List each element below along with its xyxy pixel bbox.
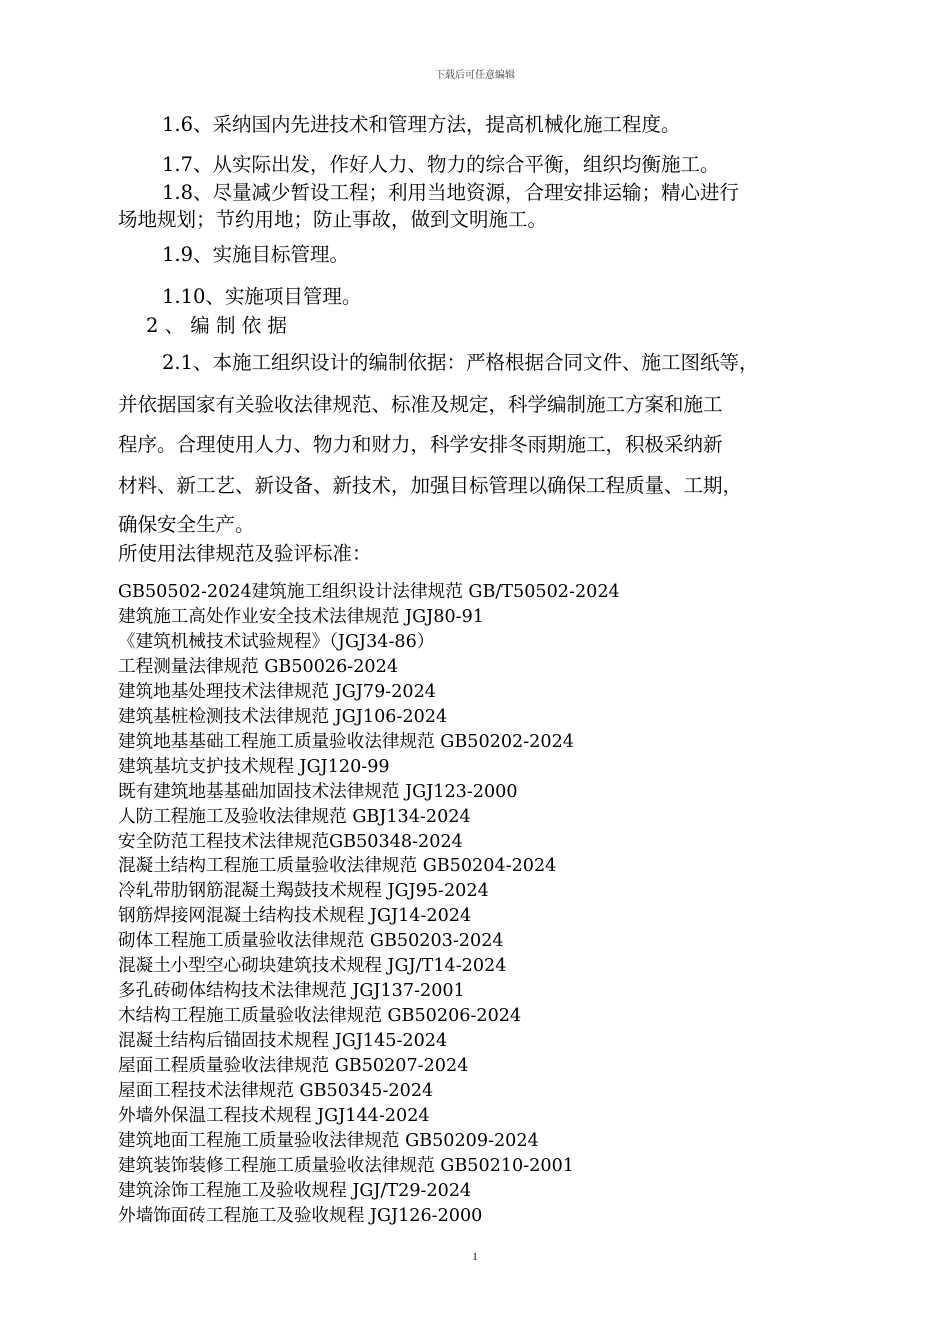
page-number: 1 xyxy=(472,1251,478,1263)
paragraph-1-10: 1.10、实施项目管理。 xyxy=(162,285,362,308)
standard-item: 屋面工程技术法律规范 GB50345-2024 xyxy=(118,1081,434,1101)
paragraph-1-6: 1.6、采纳国内先进技术和管理方法，提高机械化施工程度。 xyxy=(162,113,681,136)
paragraph-1-9: 1.9、实施目标管理。 xyxy=(162,243,350,266)
standard-item: 建筑基坑支护技术规程 JGJ120-99 xyxy=(118,756,390,777)
standard-item: 混凝土结构工程施工质量验收法律规范 GB50204-2024 xyxy=(118,856,557,877)
paragraph-2-1-cont-4: 确保安全生产。 xyxy=(118,513,255,536)
standard-item: 砌体工程施工质量验收法律规范 GB50203-2024 xyxy=(118,931,504,952)
paragraph-2-1-cont-1: 并依据国家有关验收法律规范、标准及规定，科学编制施工方案和施工 xyxy=(118,393,723,416)
page-header: 下载后可任意编辑 xyxy=(435,70,515,81)
standard-item: 混凝土结构后锚固技术规程 JGJ145-2024 xyxy=(118,1031,448,1052)
standard-item: GB50502-2024建筑施工组织设计法律规范 GB/T50502-2024 xyxy=(118,582,620,602)
paragraph-1-7: 1.7、从实际出发，作好人力、物力的综合平衡，组织均衡施工。 xyxy=(162,153,720,176)
paragraph-1-8-cont: 场地规划；节约用地；防止事故，做到文明施工。 xyxy=(118,208,548,231)
standard-item: 《建筑机械技术试验规程》（JGJ34-86） xyxy=(118,631,435,652)
paragraph-2-1-cont-2: 程序。合理使用人力、物力和财力，科学安排冬雨期施工，积极采纳新 xyxy=(118,433,723,456)
standards-intro: 所使用法律规范及验评标准： xyxy=(118,542,372,565)
standard-item: 建筑施工高处作业安全技术法律规范 JGJ80-91 xyxy=(118,606,484,627)
standard-item: 建筑地基基础工程施工质量验收法律规范 GB50202-2024 xyxy=(118,731,574,752)
standard-item: 安全防范工程技术法律规范GB50348-2024 xyxy=(118,831,463,852)
standard-item: 混凝土小型空心砌块建筑技术规程 JGJ/T14-2024 xyxy=(118,956,507,977)
standard-item: 建筑涂饰工程施工及验收规程 JGJ/T29-2024 xyxy=(118,1180,472,1201)
paragraph-2-1-cont-3: 材料、新工艺、新设备、新技术，加强目标管理以确保工程质量、工期， xyxy=(118,474,743,497)
paragraph-1-8: 1.8、尽量减少暂设工程；利用当地资源，合理安排运输；精心进行 xyxy=(162,181,740,204)
standard-item: 外墙外保温工程技术规程 JGJ144-2024 xyxy=(118,1105,430,1126)
standard-item: 钢筋焊接网混凝土结构技术规程 JGJ14-2024 xyxy=(118,906,472,927)
standard-item: 既有建筑地基基础加固技术法律规范 JGJ123-2000 xyxy=(118,781,518,802)
standard-item: 屋面工程质量验收法律规范 GB50207-2024 xyxy=(118,1056,469,1077)
section-heading: 2 、 编 制 依 据 xyxy=(146,314,287,337)
standard-item: 外墙饰面砖工程施工及验收规程 JGJ126-2000 xyxy=(118,1205,483,1226)
standard-item: 多孔砖砌体结构技术法律规范 JGJ137-2001 xyxy=(118,981,465,1002)
standard-item: 建筑基桩检测技术法律规范 JGJ106-2024 xyxy=(118,706,448,727)
standard-item: 工程测量法律规范 GB50026-2024 xyxy=(118,656,399,677)
standard-item: 冷轧带肋钢筋混凝土羯鼓技术规程 JGJ95-2024 xyxy=(118,881,489,902)
paragraph-2-1: 2.1、本施工组织设计的编制依据：严格根据合同文件、施工图纸等， xyxy=(162,351,759,374)
standard-item: 木结构工程施工质量验收法律规范 GB50206-2024 xyxy=(118,1006,522,1027)
standard-item: 建筑地基处理技术法律规范 JGJ79-2024 xyxy=(118,681,436,702)
standard-item: 人防工程施工及验收法律规范 GBJ134-2024 xyxy=(118,806,471,827)
standard-item: 建筑地面工程施工质量验收法律规范 GB50209-2024 xyxy=(118,1130,539,1151)
standard-item: 建筑装饰装修工程施工质量验收法律规范 GB50210-2001 xyxy=(118,1155,574,1176)
